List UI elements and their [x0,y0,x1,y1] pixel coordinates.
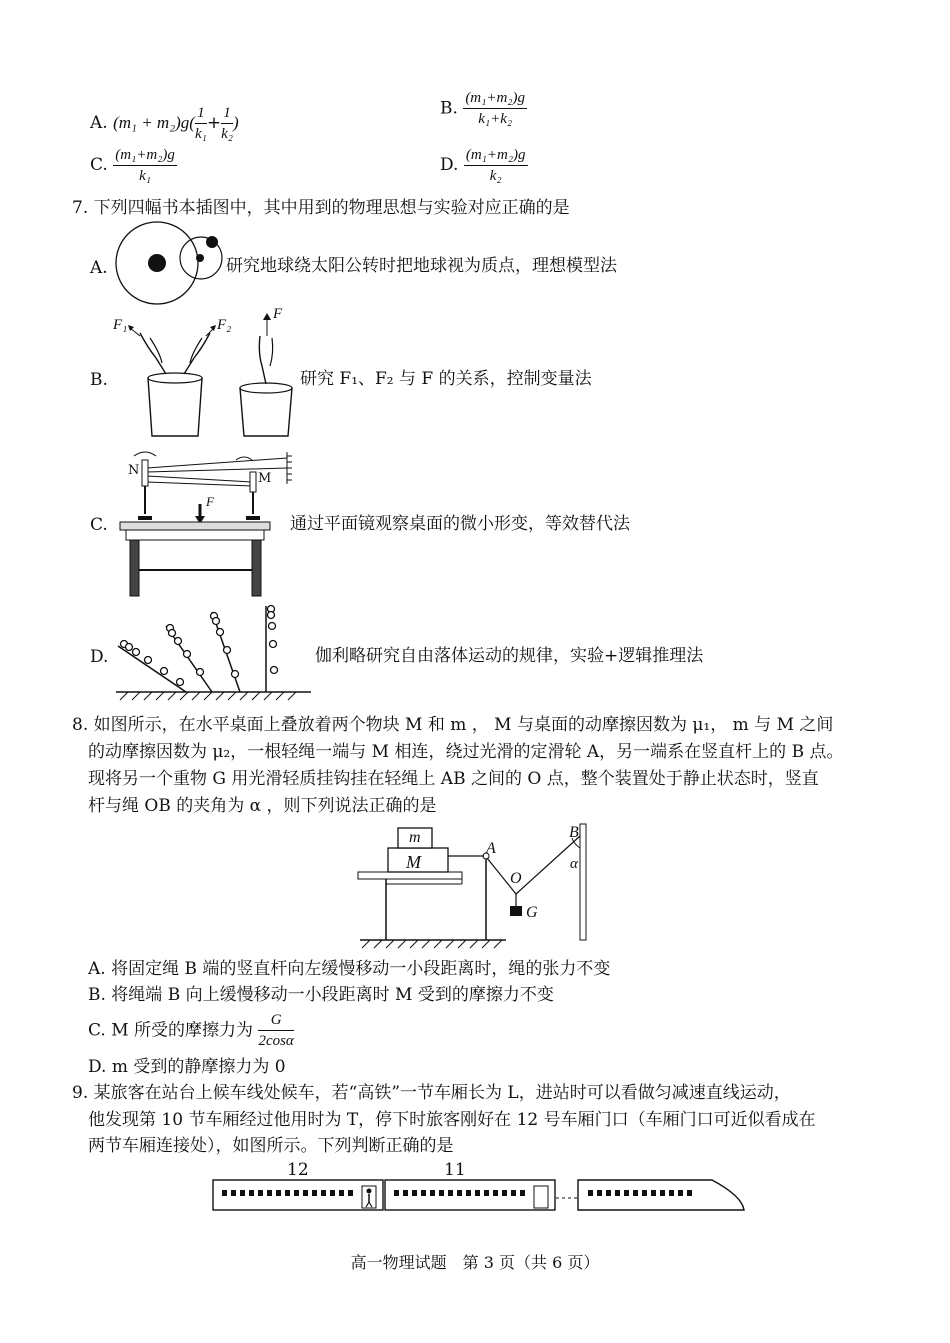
q8-option-b: B. 将绳端 B 向上缓慢移动一小段距离时 M 受到的摩擦力不变 [88,985,554,1005]
car-number-12: 12 [287,1160,309,1180]
fig-label-f: F [273,306,283,322]
fig-label-f1: F₁ [113,317,128,333]
q8-stem-line2: 的动摩擦因数为 μ₂，一根轻绳一端与 M 相连，绕过光滑的定滑轮 A，另一端系在竖直杆上的 B 点。 [88,742,844,762]
fig-label-b: B [569,824,579,841]
q8-option-c: C. M 所受的摩擦力为 $\frac{G}{2\cos\alpha}$ [88,1012,294,1049]
q6-option-c: C. $\frac{\text{(m₁+m₂)g}}{\text{k₁}}$ [90,147,175,184]
q7-option-a-text: 研究地球绕太阳公转时把地球视为质点，理想模型法 [226,256,617,276]
q7-option-c-label: C. [90,515,108,535]
q6-option-b: B. $\frac{\text{(m₁+m₂)g}}{\text{k₁+k₂}}$ [440,90,526,127]
q9-stem-line3: 两节车厢连接处），如图所示。下列判断正确的是 [88,1136,454,1156]
q8-stem-line3: 现将另一个重物 G 用光滑轻质挂钩挂在轻绳上 AB 之间的 O 点，整个装置处于静止状态时，竖直 [88,769,819,789]
q8-stem-line1: 8. 如图所示，在水平桌面上叠放着两个物块 M 和 m ， M 与桌面的动摩擦因数为 μ₁， m 与 M 之间 [72,715,834,735]
car-number-11: 11 [444,1160,466,1180]
fig-label-alpha: α [570,856,578,872]
q9-stem-line1: 9. 某旅客在站台上候车线处候车，若“高铁”一节车厢长为 L，进站时可以看做匀减速直线运动， [72,1083,791,1103]
pulley-figure [356,822,606,958]
q7-option-a-label: A. [90,258,108,278]
page-footer: 高一物理试题 第 3 页（共 6 页） [350,1253,600,1272]
q7-option-d-label: D. [90,647,109,667]
fig-label-g: G [526,904,538,921]
q7-stem: 7. 下列四幅书本插图中，其中用到的物理思想与实验对应正确的是 [72,198,570,218]
fig-label-big-m: M [406,852,421,872]
q7-option-b-text: 研究 F₁、F₂ 与 F 的关系，控制变量法 [300,369,592,389]
mirror-table-figure [112,446,302,598]
incline-balls-figure [116,604,316,704]
q9-stem-line2: 他发现第 10 节车厢经过他用时为 T，停下时旅客刚好在 12 号车厢门口（车厢门口可近似看成在 [88,1110,816,1130]
fig-label-f2: F₂ [217,317,232,333]
force-buckets-figure [110,308,300,440]
fig-label-n: N [128,463,140,478]
fig-label-small-m: m [409,829,421,846]
q7-option-d-text: 伽利略研究自由落体运动的规律，实验+逻辑推理法 [315,646,704,666]
q7-option-c-text: 通过平面镜观察桌面的微小形变，等效替代法 [290,514,630,534]
q6-option-d: D. $\frac{\text{(m₁+m₂)g}}{\text{k₂}}$ [440,147,526,184]
q8-stem-line4: 杆与绳 OB 的夹角为 α ，则下列说法正确的是 [88,796,437,816]
fig-label-a: A [486,840,496,857]
fig-label-o: O [510,870,522,887]
orbit-figure [110,220,225,305]
fig-label-m: M [258,471,272,486]
train-figure [212,1178,747,1214]
q6-option-a: A. (m₁ + m₂)g( $\frac{1}{\text{k₁}}$ + $\frac{1}{\text{k₂}}$ ) [90,105,239,142]
q7-option-b-label: B. [90,370,108,390]
q8-option-d: D. m 受到的静摩擦力为 0 [88,1057,286,1077]
fig-label-force: F [206,494,214,509]
q8-option-a: A. 将固定绳 B 端的竖直杆向左缓慢移动一小段距离时，绳的张力不变 [88,959,611,979]
